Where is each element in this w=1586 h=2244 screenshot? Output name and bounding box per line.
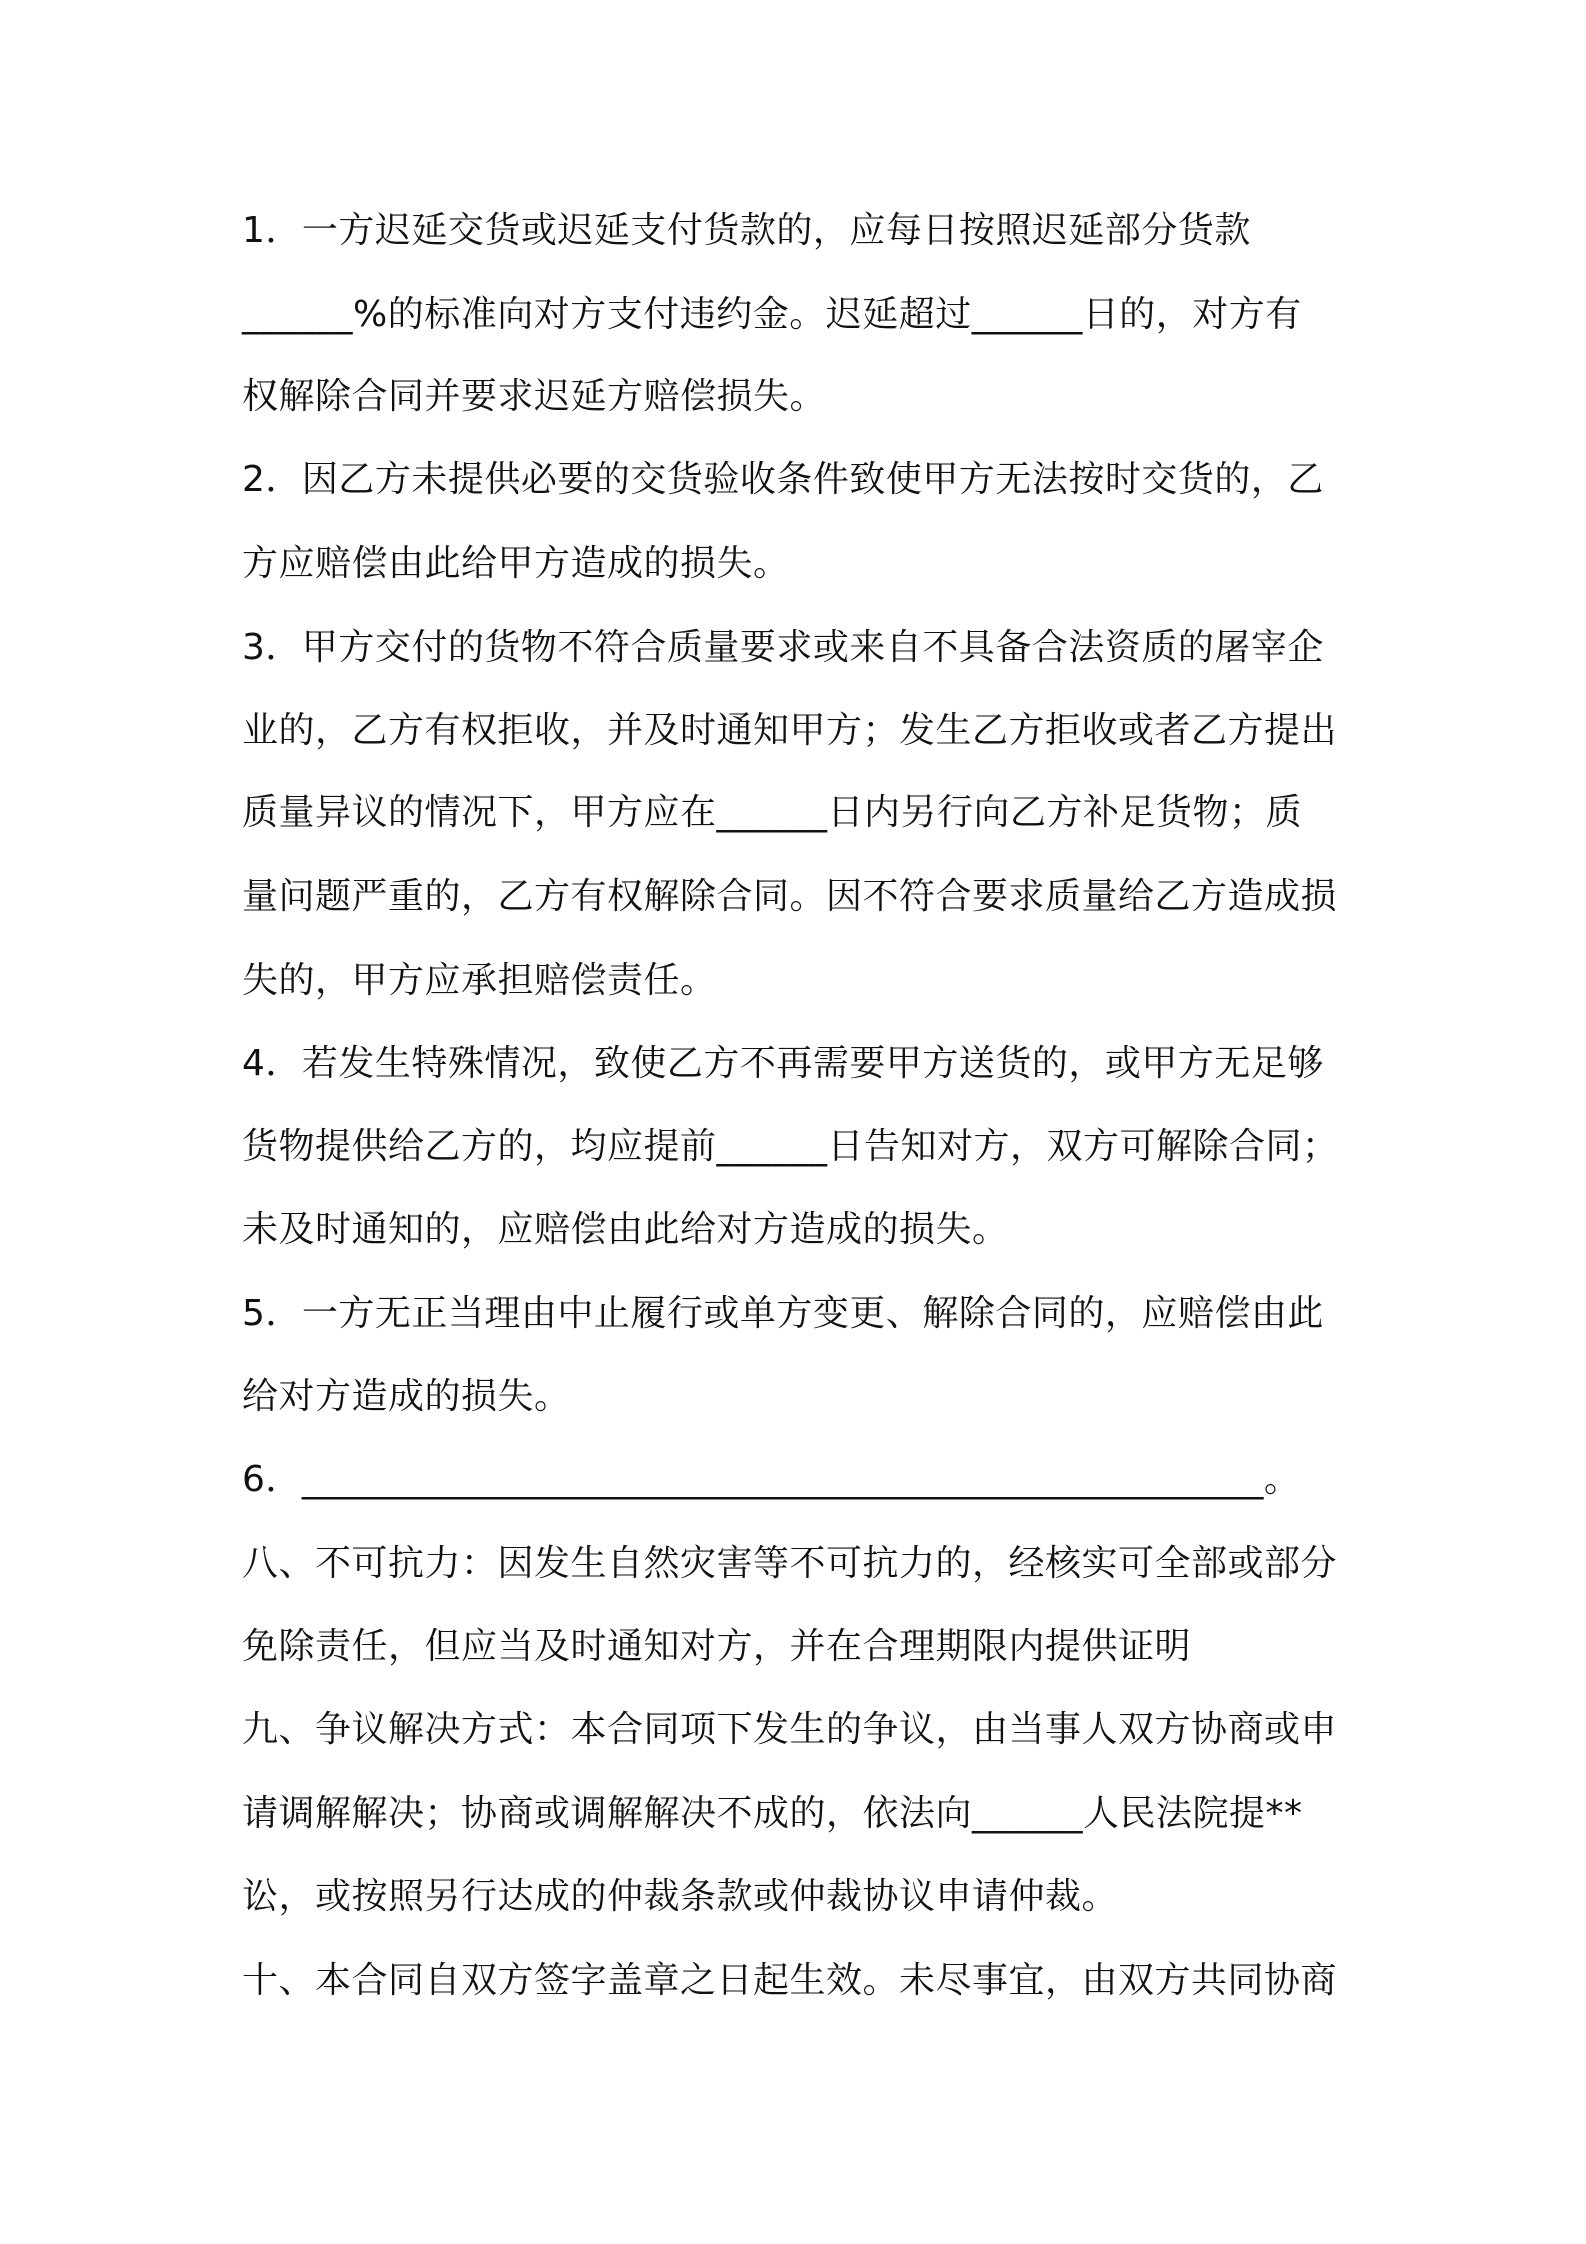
- text-line: 3．甲方交付的货物不符合质量要求或来自不具备合法资质的屠宰企: [242, 627, 1324, 668]
- text-line: 失的，甲方应承担赔偿责任。: [242, 960, 717, 1001]
- text-line: 八、不可抗力：因发生自然灾害等不可抗力的，经核实可全部或部分: [242, 1543, 1338, 1584]
- text-line: 货物提供给乙方的，均应提前______日告知对方，双方可解除合同；: [242, 1126, 1339, 1167]
- text-line: 质量异议的情况下，甲方应在______日内另行向乙方补足货物；质: [242, 792, 1303, 833]
- text-line: 量问题严重的，乙方有权解除合同。因不符合要求质量给乙方造成损: [242, 876, 1338, 917]
- text-line: 给对方造成的损失。: [242, 1376, 571, 1417]
- text-line: 未及时通知的，应赔偿由此给对方造成的损失。: [242, 1209, 1009, 1250]
- text-line: 请调解解决；协商或调解解决不成的，依法向______人民法院提**: [242, 1793, 1303, 1834]
- text-line: 权解除合同并要求迟延方赔偿损失。: [242, 376, 827, 417]
- text-line: 5．一方无正当理由中止履行或单方变更、解除合同的，应赔偿由此: [242, 1293, 1324, 1334]
- text-line: 6．____________________________________________________。: [242, 1459, 1301, 1500]
- text-line: 免除责任，但应当及时通知对方，并在合理期限内提供证明: [242, 1626, 1192, 1667]
- text-line: 4．若发生特殊情况，致使乙方不再需要甲方送货的，或甲方无足够: [242, 1043, 1324, 1084]
- text-line: 十、本合同自双方签字盖章之日起生效。未尽事宜，由双方共同协商: [242, 1960, 1338, 2001]
- text-line: ______%的标准向对方支付违约金。迟延超过______日的，对方有: [242, 294, 1302, 335]
- text-line: 业的，乙方有权拒收，并及时通知甲方；发生乙方拒收或者乙方提出: [242, 710, 1338, 751]
- text-line: 2．因乙方未提供必要的交货验收条件致使甲方无法按时交货的，乙: [242, 459, 1324, 500]
- text-line: 方应赔偿由此给甲方造成的损失。: [242, 543, 790, 584]
- text-line: 讼，或按照另行达成的仲裁条款或仲裁协议申请仲裁。: [242, 1876, 1119, 1917]
- text-line: 1．一方迟延交货或迟延支付货款的，应每日按照迟延部分货款: [242, 210, 1251, 251]
- text-line: 九、争议解决方式：本合同项下发生的争议，由当事人双方协商或申: [242, 1709, 1338, 1750]
